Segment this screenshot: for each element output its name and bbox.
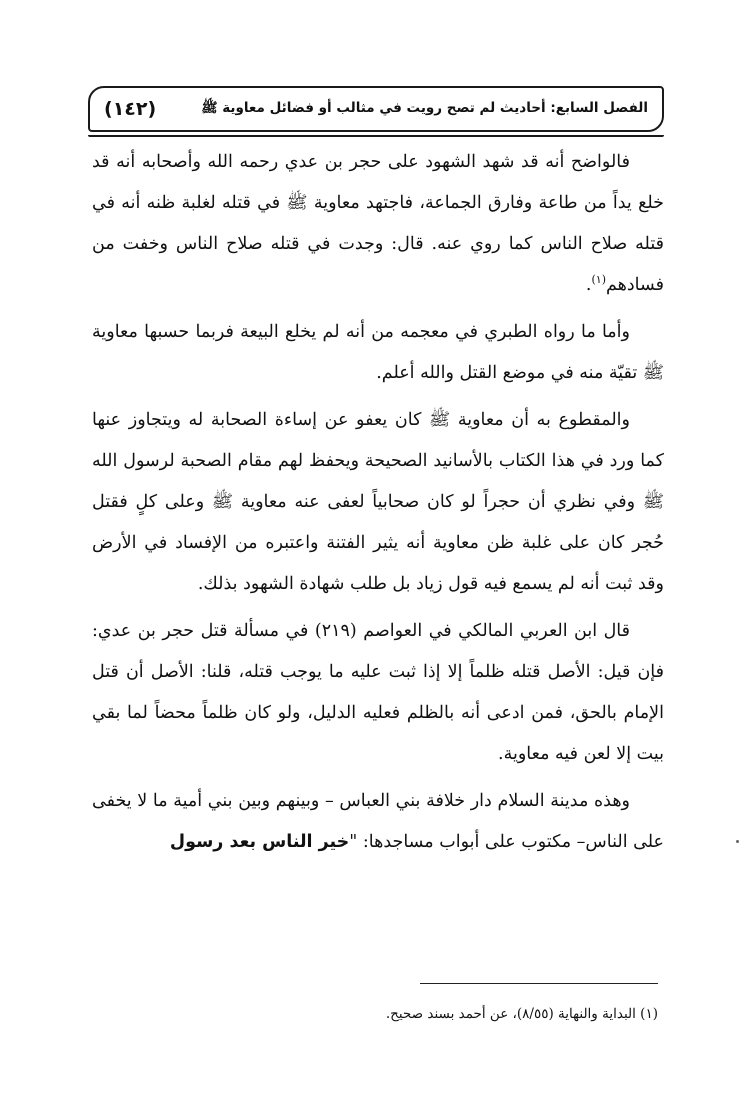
paragraph-2: وأما ما رواه الطبري في معجمه من أنه لم يخلع البيعة فربما حسبها معاوية ﷺ تقيّة منه في موضع القتل والله أعلم.	[92, 322, 664, 383]
scan-mark	[736, 840, 739, 843]
chapter-title: الفصل السابع: أحاديث لم تصح رويت في مثالب أو فضائل معاوية ﷺ	[201, 100, 648, 116]
running-header	[88, 86, 664, 132]
footnote: (١) البداية والنهاية (٨/٥٥)، عن أحمد بسند صحيح.	[385, 1006, 658, 1022]
page-number: (١٤٢)	[104, 98, 157, 120]
paragraph-5: وهذه مدينة السلام دار خلافة بني العباس – وبينهم وبين بني أمية ما لا يخفى على الناس– مكتوب على أبواب مساجدها: "خير الناس بعد رسول	[92, 791, 664, 852]
paragraph-1: فالواضح أنه قد شهد الشهود على حجر بن عدي رحمه الله وأصحابه أنه قد خلع يداً من طاعة وفارق الجماعة، فاجتهد معاوية ﷺ في قتله لغلبة ظنه أنه في قتله صلاح الناس كما روي عنه. قال: وجدت في قتله صلاح الناس وخفت من فسادهم$^{(١)}$.	[92, 152, 664, 295]
footnote-divider	[420, 983, 658, 984]
bold-quote: خير الناس بعد رسول	[169, 832, 350, 852]
footnote-reference: (١)	[591, 273, 607, 287]
paragraph-3: والمقطوع به أن معاوية ﷺ كان يعفو عن إساءة الصحابة له ويتجاوز عنها كما ورد في هذا الكتاب بالأسانيد الصحيحة ويحفظ لهم مقام الصحبة لرسول الله ﷺ وفي نظري أن حجراً لو كان صحابياً لعفى عنه معاوية ﷺ وعلى كلٍ فقتل حُجر كان على غلبة ظن معاوية أنه يثير الفتنة واعتبره من الإفساد في الأرض وقد ثبت أنه لم يسمع فيه قول زياد بل طلب شهادة الشهود بذلك.	[92, 410, 664, 594]
paragraph-4: قال ابن العربي المالكي في العواصم (٢١٩) في مسألة قتل حجر بن عدي: فإن قيل: الأصل قتله ظلماً إلا إذا ثبت عليه ما يوجب قتله، قلنا: الأصل أن قتل الإمام بالحق، فمن ادعى أنه بالظلم فعليه الدليل، ولو كان ظلماً محضاً لما بقي بيت إلا لعن فيه معاوية.	[92, 621, 664, 764]
body-text	[92, 142, 664, 863]
